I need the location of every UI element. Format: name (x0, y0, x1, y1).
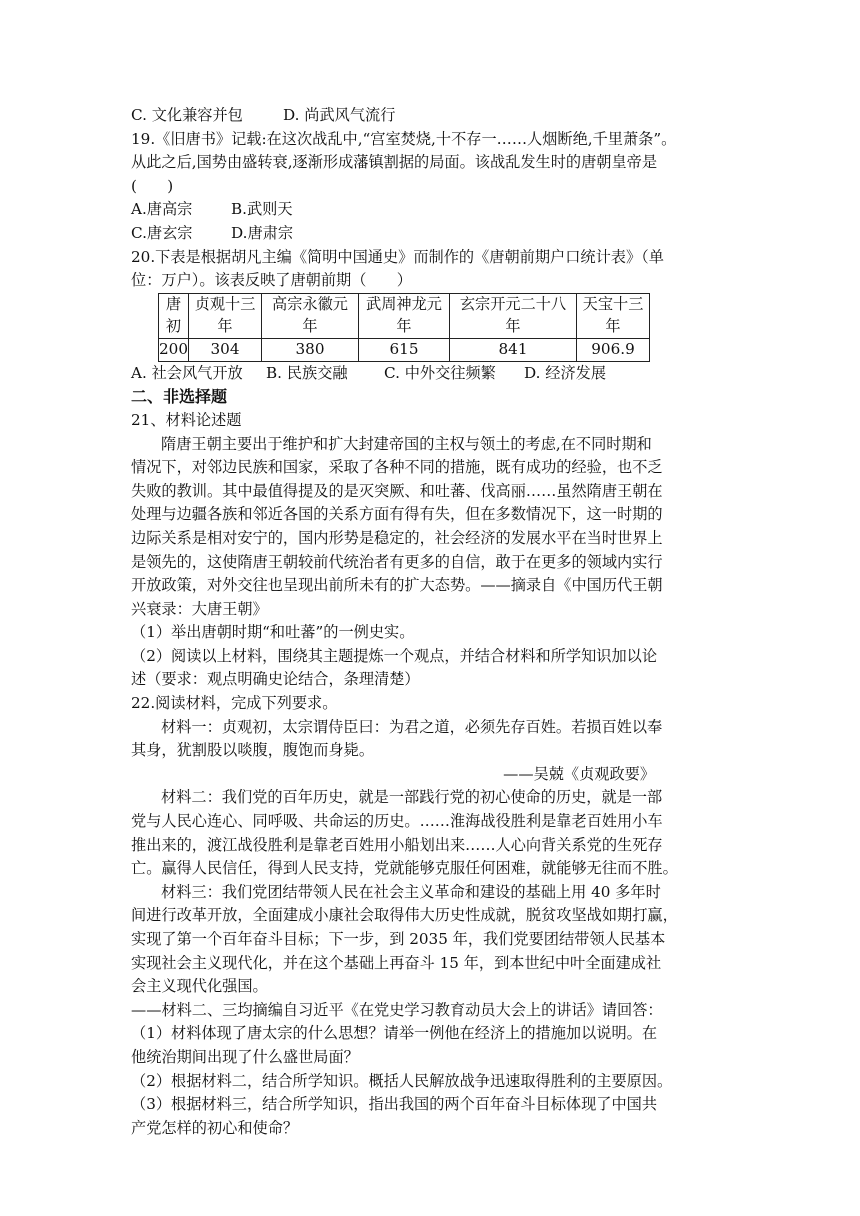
question-19 (131, 128, 731, 246)
q21-paragraph-line: 隋唐王朝主要出于维护和扩大封建帝国的主权与领土的考虑,在不同时期和 (161, 434, 652, 453)
q19-line: 19.《旧唐书》记载:在这次战乱中,“宫室焚烧,十不存一……人烟断绝,千里萧条”。 (131, 129, 677, 148)
q19-options-row (131, 198, 731, 222)
q22-sub-question-1: 他统治期间出现了什么盛世局面？ (131, 1047, 359, 1066)
q21-sub-question-2: 述（要求：观点明确史论结合，条理清楚） (131, 670, 420, 689)
q22-title: 22.阅读材料，完成下列要求。 (131, 694, 338, 713)
q20-option-d: D. 经济发展 (524, 363, 607, 382)
q19-line: 从此之后,国势由盛转衰,逐渐形成藩镇割据的局面。该战乱发生时的唐朝皇帝是 (131, 153, 658, 172)
q19-option-b: B.武则天 (231, 200, 293, 219)
table-header-cell: 高宗永徽元 年 (262, 293, 359, 338)
q22-material-2: 党与人民心连心、同呼吸、共命运的历史。……淮海战役胜利是靠老百姓用小车 (131, 812, 663, 831)
q22-material-2: 材料二：我们党的百年历史，就是一部践行党的初心使命的历史，就是一部 (161, 788, 663, 807)
q19-option-d: D.唐肃宗 (231, 223, 294, 242)
q20-option-a: A. 社会风气开放 (131, 363, 243, 382)
q22-sub-question-3: （3）根据材料三，结合所学知识，指出我国的两个百年奋斗目标体现了中国共 (131, 1095, 658, 1114)
table-cell: 615 (359, 338, 450, 361)
table-cell: 906.9 (577, 338, 650, 361)
q21-sub-question-2: （2）阅读以上材料，围绕其主题提炼一个观点，并结合材料和所学知识加以论 (131, 646, 658, 665)
q21-paragraph-line: 开放政策，对外交往也呈现出前所未有的扩大态势。——摘录自《中国历代王朝 (131, 576, 663, 595)
q20-option-b: B. 民族交融 (266, 363, 348, 382)
table-cell: 200 (159, 338, 189, 361)
q21-paragraph-line: 是领先的，这使隋唐王朝较前代统治者有更多的自信，敢于在更多的领域内实行 (131, 552, 663, 571)
q20-option-c: C. 中外交往频繁 (384, 363, 496, 382)
q20-line: 位：万户）。该表反映了唐朝前期（ ） (131, 271, 412, 290)
q20-options-row (131, 362, 731, 386)
table-header-cell: 天宝十三 年 (577, 293, 650, 338)
q22-material-2: 推出来的，渡江战役胜利是靠老百姓用小船划出来……人心向背关系党的生死存 (131, 835, 663, 854)
q20-line: 20.下表是根据胡凡主编《简明中国通史》而制作的《唐朝前期户口统计表》（单 (131, 247, 664, 266)
q21-paragraph-line: 失败的教训。其中最值得提及的是灭突厥、和吐蕃、伐高丽……虽然隋唐王朝在 (131, 481, 663, 500)
q22-sub-question-1: （1）材料体现了唐太宗的什么思想？请举一例他在经济上的措施加以说明。在 (131, 1024, 658, 1043)
question-21 (131, 409, 731, 692)
question-20 (131, 246, 731, 386)
q22-material-3: 实现社会主义现代化，并在这个基础上再奋斗 15 年，到本世纪中叶全面建成社 (131, 953, 662, 972)
q22-material-3: 实现了第一个百年奋斗目标；下一步，到 2035 年，我们党要团结带领人民基本 (131, 930, 666, 948)
q22-material-1: 材料一：贞观初，太宗谓侍臣曰：为君之道，必须先存百姓。若损百姓以奉 (161, 717, 663, 736)
table-header-cell: 玄宗开元二十八 年 (450, 293, 577, 338)
exam-content (131, 104, 731, 1140)
q19-option-c: C.唐玄宗 (131, 223, 193, 242)
q21-title: 21、材料论述题 (131, 410, 242, 429)
table-cell: 841 (450, 338, 577, 361)
q22-sub-question-3: 产党怎样的初心和使命？ (131, 1118, 299, 1137)
q21-paragraph-line: 兴衰录：大唐王朝》 (131, 599, 268, 618)
section-title: 二、非选择题 (131, 387, 228, 407)
table-row (159, 338, 650, 361)
q22-material-2: 亡。赢得人民信任，得到人民支持，党就能够克服任何困难，就能够无往而不胜。 (131, 859, 678, 878)
question-22 (131, 692, 731, 1140)
q21-paragraph-line: 处理与边疆各族和邻近各国的关系方面有得有失，但在多数情况下，这一时期的 (131, 505, 663, 524)
table-cell: 380 (262, 338, 359, 361)
q18-option-c: C. 文化兼容并包 (131, 106, 243, 124)
population-table (158, 293, 650, 362)
q18-option-d: D. 尚武风气流行 (283, 106, 396, 124)
q21-paragraph-line: 情况下，对邻边民族和国家，采取了各种不同的措施，既有成功的经验，也不乏 (131, 458, 663, 477)
q22-material-3: 会主义现代化强国。 (131, 977, 268, 996)
q19-options-row (131, 222, 731, 246)
q22-material-3: 间进行改革开放，全面建成小康社会取得伟大历史性成就，脱贫攻坚战如期打赢， (131, 906, 678, 925)
q22-material-1: 其身，犹割股以啖腹，腹饱而身毙。 (131, 741, 374, 760)
q22-material-3: 材料三：我们党团结带领人民在社会主义革命和建设的基础上用 40 多年时 (161, 882, 661, 901)
q19-answer-blank: ( ) (131, 176, 174, 195)
q19-option-a: A.唐高宗 (131, 200, 193, 219)
table-cell: 304 (189, 338, 262, 361)
q18-options (131, 104, 731, 128)
q22-source-line: ——材料二、三均摘编自习近平《在党史学习教育动员大会上的讲话》请回答： (131, 1000, 663, 1019)
q22-sub-question-2: （2）根据材料二，结合所学知识。概括人民解放战争迅速取得胜利的主要原因。 (131, 1071, 673, 1090)
q21-sub-question-1: （1）举出唐朝时期“和吐蕃”的一例史实。 (131, 623, 415, 642)
table-header-row (159, 293, 650, 338)
q21-paragraph-line: 边际关系是相对安宁的，国内形势是稳定的，社会经济的发展水平在当时世界上 (131, 528, 663, 547)
table-header-cell: 贞观十三 年 (189, 293, 262, 338)
q22-material-1-source: ——吴兢《贞观政要》 (503, 764, 655, 783)
table-header-cell: 唐 初 (159, 293, 189, 338)
table-header-cell: 武周神龙元 年 (359, 293, 450, 338)
